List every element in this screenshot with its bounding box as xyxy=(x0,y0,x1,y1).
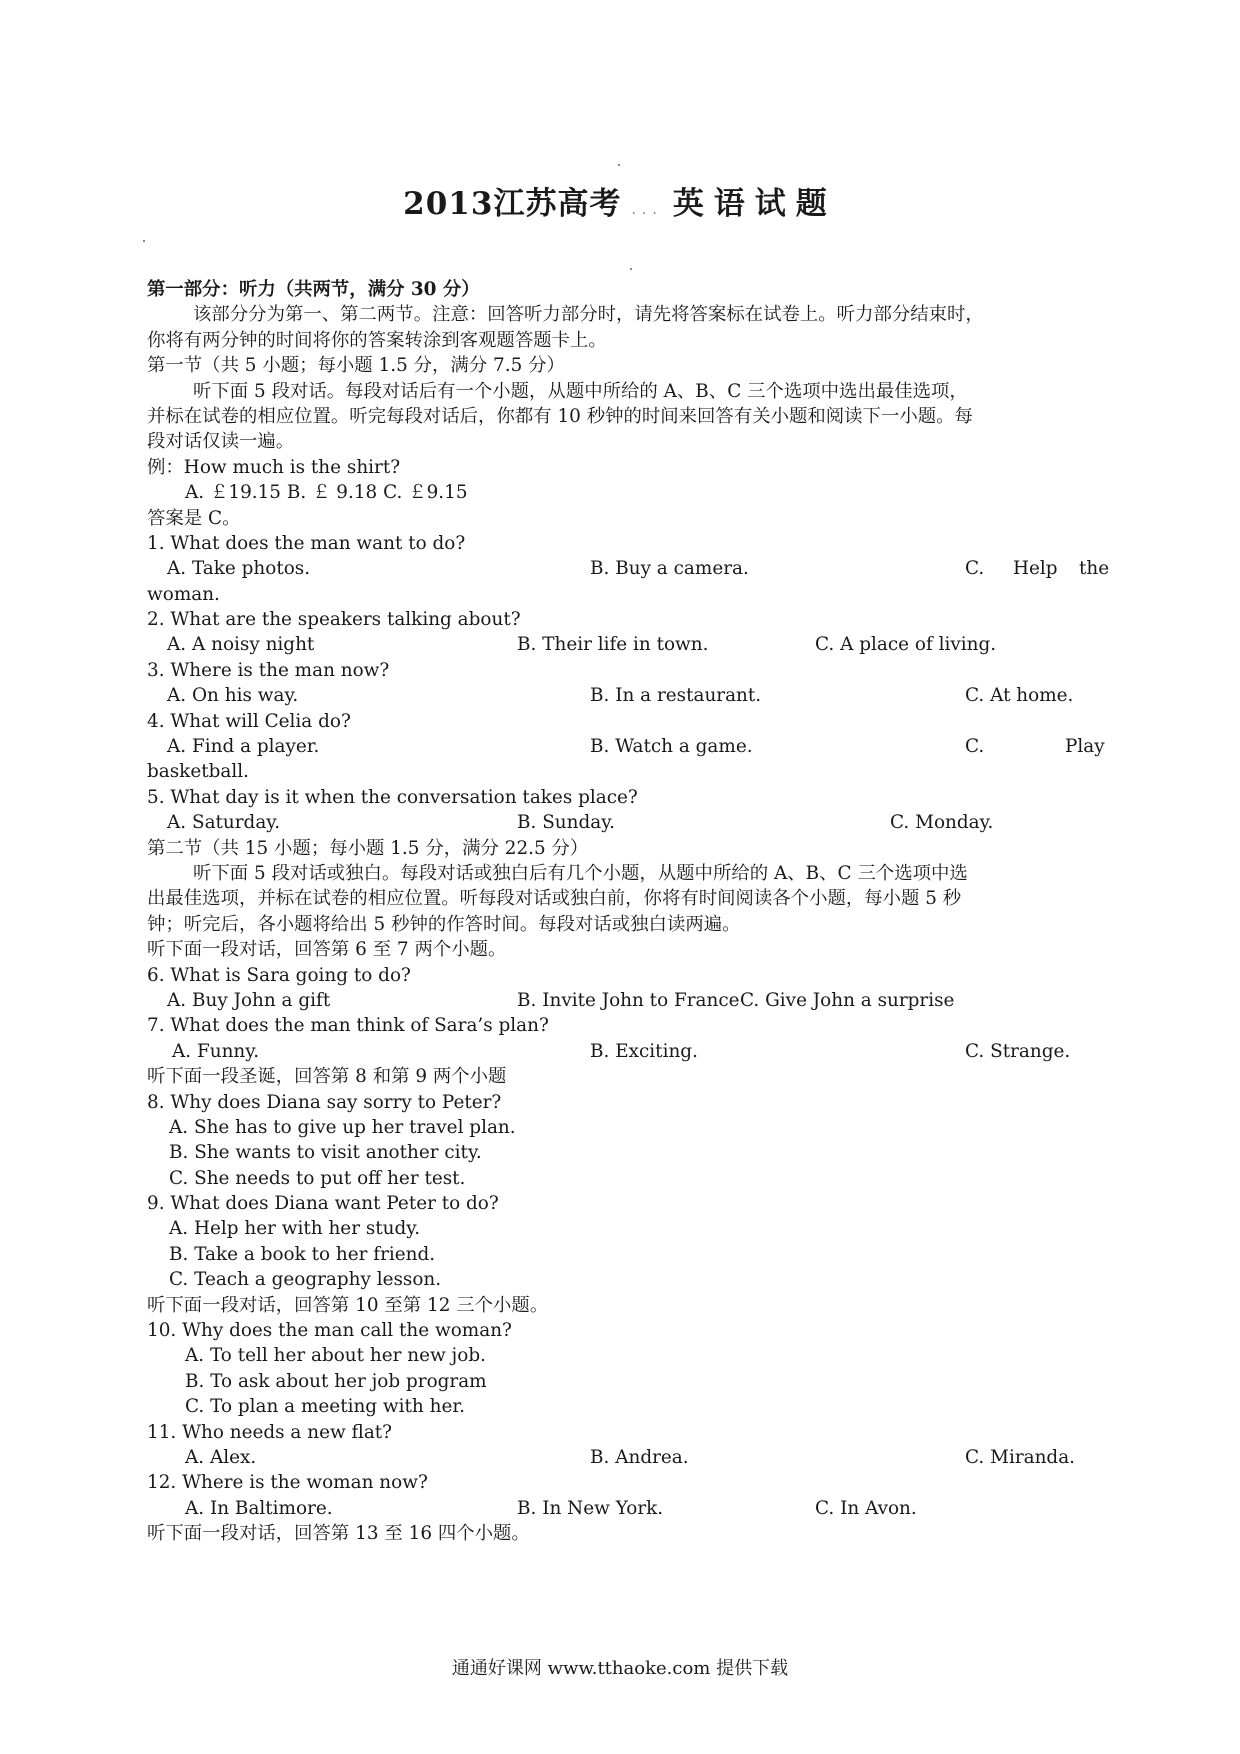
option-c-word1: Help xyxy=(1013,558,1058,580)
option-c: C. Miranda. xyxy=(965,1446,1076,1468)
question-8-option-b: B. She wants to visit another city. xyxy=(169,1142,482,1164)
option-a: A. Saturday. xyxy=(167,812,281,834)
option-a: A. Alex. xyxy=(185,1446,257,1468)
question-9: 9. What does Diana want Peter to do? xyxy=(147,1193,499,1215)
question-5: 5. What day is it when the conversation takes place? xyxy=(147,786,638,808)
scan-speck xyxy=(630,268,632,270)
section2-instruction-line1: 听下面 5 段对话或独白。每段对话或独白后有几个小题，从题中所给的 A、B、C 三个选项中选 xyxy=(193,862,968,884)
option-b: B. Exciting. xyxy=(590,1040,698,1062)
question-8-option-c: C. She needs to put off her test. xyxy=(169,1167,466,1189)
option-c-word2: the xyxy=(1079,558,1110,580)
section2-instruction-line2: 出最佳选项，并标在试卷的相应位置。听每段对话或独白前，你将有时间阅读各个小题，每小题 5 秒 xyxy=(147,888,962,910)
question-1-options xyxy=(147,556,1109,581)
question-10-option-b: B. To ask about her job program xyxy=(185,1370,487,1392)
option-b: B. Sunday. xyxy=(517,812,616,834)
option-b: B. In a restaurant. xyxy=(590,685,762,707)
title-subject: 英语试题 xyxy=(672,186,837,222)
question-11: 11. Who needs a new flat? xyxy=(147,1421,393,1443)
option-c: C. Give John a surprise xyxy=(740,989,955,1011)
scan-speck xyxy=(618,164,620,166)
question-6: 6. What is Sara going to do? xyxy=(147,964,411,986)
option-a: A. Buy John a gift xyxy=(167,989,331,1011)
question-8-option-a: A. She has to give up her travel plan. xyxy=(169,1116,516,1138)
question-9-option-c: C. Teach a geography lesson. xyxy=(169,1269,442,1291)
question-5-options xyxy=(147,810,1109,835)
option-c-word1: Play xyxy=(1065,736,1105,758)
option-a: A. A noisy night xyxy=(167,634,315,656)
option-c-label: C. xyxy=(965,558,985,580)
section1-heading: 第一节（共 5 小题；每小题 1.5 分，满分 7.5 分） xyxy=(147,355,565,377)
example-answer: 答案是 C。 xyxy=(147,507,241,529)
group-instruction-3: 听下面一段对话，回答第 10 至第 12 三个小题。 xyxy=(147,1294,549,1316)
option-b: B. Watch a game. xyxy=(590,736,753,758)
group-instruction-1: 听下面一段对话，回答第 6 至 7 两个小题。 xyxy=(147,939,507,961)
question-10-option-a: A. To tell her about her new job. xyxy=(185,1345,486,1367)
option-c: C. Monday. xyxy=(890,812,994,834)
question-7-options xyxy=(147,1039,1109,1064)
question-1-option-c-cont: woman. xyxy=(147,583,220,605)
section2-instruction-line3: 钟；听完后，各小题将给出 5 秒钟的作答时间。每段对话或独白读两遍。 xyxy=(147,913,741,935)
section1-instruction-line2: 并标在试卷的相应位置。听完每段对话后，你都有 10 秒钟的时间来回答有关小题和阅读下一小题。每 xyxy=(147,405,973,427)
option-a: A. On his way. xyxy=(167,685,299,707)
example-question: 例：How much is the shirt? xyxy=(147,456,401,478)
scan-speck xyxy=(143,240,145,242)
part1-intro-line2: 你将有两分钟的时间将你的答案转涂到客观题答题卡上。 xyxy=(147,329,607,351)
question-4-options xyxy=(147,734,1109,759)
question-2: 2. What are the speakers talking about? xyxy=(147,609,521,631)
option-b: B. In New York. xyxy=(517,1497,664,1519)
option-b: B. Invite John to France xyxy=(517,989,740,1011)
title-dots: ... xyxy=(631,202,663,218)
option-b: B. Their life in town. xyxy=(517,634,709,656)
option-a: A. Funny. xyxy=(172,1040,260,1062)
question-3-options xyxy=(147,683,1109,708)
group-instruction-4: 听下面一段对话，回答第 13 至 16 四个小题。 xyxy=(147,1523,530,1545)
question-8: 8. Why does Diana say sorry to Peter? xyxy=(147,1091,502,1113)
group-instruction-2: 听下面一段圣诞，回答第 8 和第 9 两个小题 xyxy=(147,1066,507,1088)
question-9-option-a: A. Help her with her study. xyxy=(169,1218,421,1240)
option-b: B. Andrea. xyxy=(590,1446,689,1468)
question-4-option-c-cont: basketball. xyxy=(147,761,249,783)
page-footer: 通通好课网 www.tthaoke.com 提供下载 xyxy=(451,1658,789,1679)
exam-content xyxy=(147,277,1109,1547)
option-a: A. In Baltimore. xyxy=(185,1497,333,1519)
question-6-options xyxy=(147,988,1109,1013)
question-10-option-c: C. To plan a meeting with her. xyxy=(185,1396,465,1418)
question-2-options xyxy=(147,632,1109,657)
option-c-label: C. xyxy=(965,736,985,758)
question-7: 7. What does the man think of Sara’s plan? xyxy=(147,1015,549,1037)
part1-heading: 第一部分：听力（共两节，满分 30 分） xyxy=(147,279,480,300)
section2-heading: 第二节（共 15 小题；每小题 1.5 分，满分 22.5 分） xyxy=(147,837,589,859)
question-3: 3. Where is the man now? xyxy=(147,659,390,681)
section1-instruction-line1: 听下面 5 段对话。每段对话后有一个小题，从题中所给的 A、B、C 三个选项中选出最佳选项， xyxy=(193,380,968,402)
example-options: A. ￡19.15 B. ￡ 9.18 C. ￡9.15 xyxy=(185,482,468,504)
page-title xyxy=(0,178,1240,223)
option-c: C. In Avon. xyxy=(815,1497,917,1519)
option-b: B. Buy a camera. xyxy=(590,558,749,580)
question-9-option-b: B. Take a book to her friend. xyxy=(169,1243,436,1265)
question-12-options xyxy=(147,1496,1109,1521)
question-12: 12. Where is the woman now? xyxy=(147,1472,428,1494)
option-c: C. Strange. xyxy=(965,1040,1071,1062)
option-c: C. At home. xyxy=(965,685,1074,707)
question-1: 1. What does the man want to do? xyxy=(147,532,466,554)
option-a: A. Take photos. xyxy=(167,558,311,580)
section1-instruction-line3: 段对话仅读一遍。 xyxy=(147,431,295,453)
question-4: 4. What will Celia do? xyxy=(147,710,351,732)
title-main: 2013江苏高考 xyxy=(403,186,622,222)
part1-intro-line1: 该部分分为第一、第二两节。注意：回答听力部分时，请先将答案标在试卷上。听力部分结束时， xyxy=(193,304,984,326)
option-a: A. Find a player. xyxy=(167,736,320,758)
question-10: 10. Why does the man call the woman? xyxy=(147,1320,512,1342)
option-c: C. A place of living. xyxy=(815,634,997,656)
question-11-options xyxy=(147,1445,1109,1470)
